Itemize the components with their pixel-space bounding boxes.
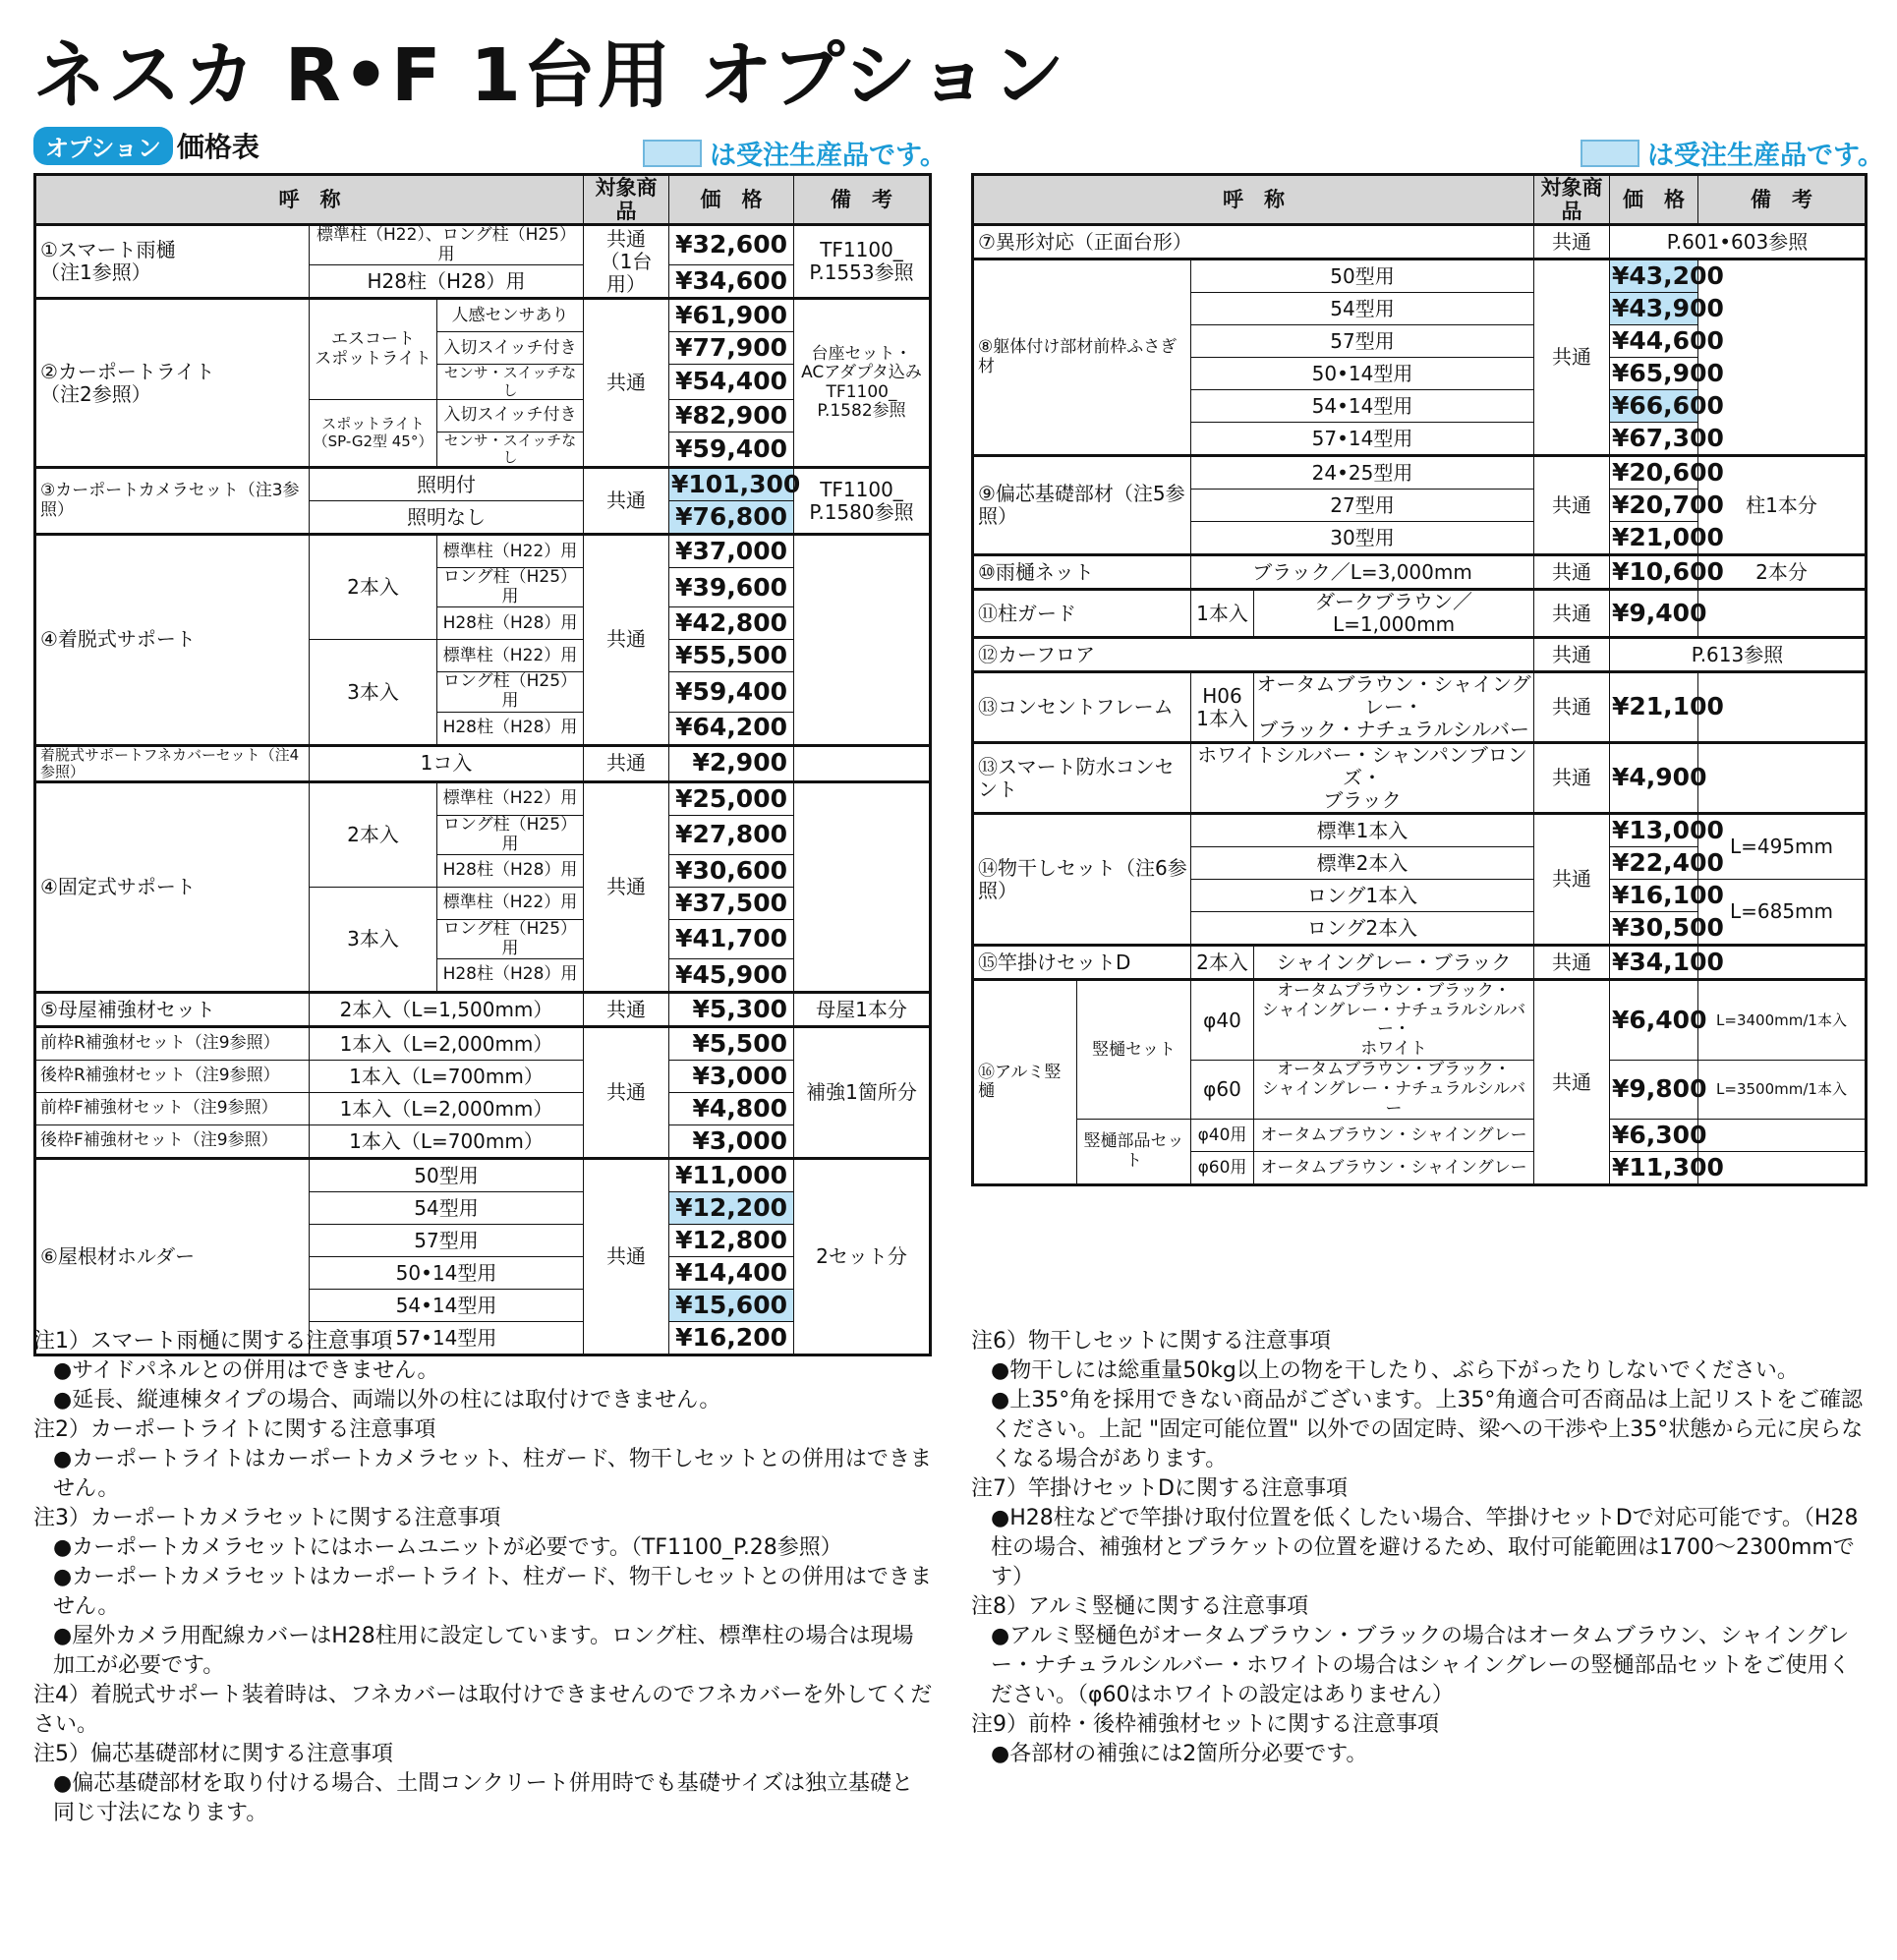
target: 共通 [1534,814,1610,946]
variant: H28柱（H28）用 [310,265,584,299]
group: 1本入 [1191,590,1254,638]
remark-empty [794,745,931,782]
remark-empty [794,782,931,993]
variant: ロング2本入 [1191,912,1534,946]
variant: 27型用 [1191,490,1534,522]
section-heading [33,126,259,165]
variant: H28柱（H28）用 [437,855,584,888]
price: ¥37,500 [669,888,794,920]
price: ¥3,000 [669,1061,794,1093]
variant: 54•14型用 [1191,390,1534,423]
header-remark: 備 考 [1698,175,1867,225]
remark: L=495mm [1698,814,1867,880]
group: 3本入 [310,640,437,745]
variant: 1本入（L=2,000mm） [310,1093,584,1125]
item-name: ④固定式サポート [35,782,310,993]
variant: ホワイトシルバー・シャンパンブロンズ・ ブラック [1191,743,1534,814]
price: ¥10,600 [1610,555,1698,590]
price: ¥6,300 [1610,1120,1698,1152]
variant: 54型用 [310,1192,584,1225]
item-name: ⑮竿掛けセットD [973,946,1191,980]
subgroup: 竪樋部品セット [1077,1120,1191,1185]
variant: 1本入（L=700mm） [310,1125,584,1159]
diameter: φ60 [1191,1061,1254,1120]
variant: ロング柱（H25）用 [437,568,584,607]
target: 共通 [584,1027,669,1159]
variant: ロング柱（H25）用 [437,672,584,712]
note-title: 注8）アルミ竪樋に関する注意事項 [971,1594,1309,1619]
price: ¥22,400 [1610,847,1698,880]
target: 共通 [1534,980,1610,1185]
remark: P.601•603参照 [1610,225,1867,259]
target: 共通 [1534,456,1610,555]
item-name: ⑧躯体付け部材前枠ふさぎ材 [973,259,1191,456]
variant: 標準柱（H22）用 [437,888,584,920]
target: 共通 [1534,946,1610,980]
note-bullet: ●偏芯基礎部材を取り付ける場合、土間コンクリート併用時でも基礎サイズは独立基礎と同じ寸法になります。 [53,1771,913,1825]
remark-empty [1698,1120,1867,1152]
variant: 57•14型用 [310,1322,584,1355]
remark: 柱1本分 [1698,456,1867,555]
variant: H28柱（H28）用 [437,607,584,640]
price: ¥11,000 [669,1159,794,1192]
variant: 57•14型用 [1191,423,1534,456]
variant: ロング1本入 [1191,880,1534,912]
target: 共通 [584,782,669,993]
price: ¥59,400 [669,672,794,712]
variant: オータムブラウン・シャイングレー・ ブラック・ナチュラルシルバー [1254,672,1534,743]
target: 共通 [584,1159,669,1355]
variant: 標準柱（H22）用 [437,535,584,568]
item-name: ①スマート雨樋 （注1参照） [35,225,310,299]
price: ¥42,800 [669,607,794,640]
price: ¥4,900 [1610,743,1698,814]
price: ¥3,000 [669,1125,794,1159]
note-bullet: ●上35°角を採用できない商品がございます。上35°角適合可否商品は上記リストをご確認ください。上記 "固定可能位置" 以外での固定時、梁への干渉や上35°状態から元に戻らなくなる場合があります。 [991,1388,1864,1471]
price: ¥11,300 [1610,1152,1698,1185]
legend-left [643,134,947,172]
price: ¥25,000 [669,782,794,816]
remark: TF1100_ P.1580参照 [794,468,931,535]
price-table-right [971,173,1868,1186]
note-title: 注4）着脱式サポート装着時は、フネカバーは取付けできませんのでフネカバーを外してください。 [33,1683,933,1737]
variant: ブラック／L=3,000mm [1191,555,1534,590]
variant: 57型用 [310,1225,584,1257]
group: 2本入 [1191,946,1254,980]
item-name: ④着脱式サポート [35,535,310,745]
price: ¥82,900 [669,399,794,432]
made-to-order-swatch [643,140,702,167]
variant: センサ・スイッチなし [437,365,584,400]
remark: L=3400mm/1本入 [1698,980,1867,1061]
variant: 照明付 [310,468,584,501]
note-title: 注6）物干しセットに関する注意事項 [971,1329,1331,1354]
target: 共通 [1534,259,1610,456]
target: 共通 [1534,743,1610,814]
price: ¥64,200 [669,712,794,745]
remark: 2本分 [1698,555,1867,590]
variant: 54•14型用 [310,1290,584,1322]
price-made-to-order: ¥101,300 [669,468,794,501]
remark: TF1100_ P.1553参照 [794,225,931,299]
header-remark: 備 考 [794,175,931,225]
note-title: 注5）偏芯基礎部材に関する注意事項 [33,1742,393,1766]
target: 共通 [1534,590,1610,638]
note-title: 注9）前枠・後枠補強材セットに関する注意事項 [971,1712,1439,1737]
legend-right [1581,134,1884,172]
notes-right [971,1327,1866,1769]
item-name: ⑬コンセントフレーム [973,672,1191,743]
variant: 1本入（L=2,000mm） [310,1027,584,1061]
price: ¥45,900 [669,959,794,993]
legend-text: は受注生産品です。 [1647,141,1884,171]
note-bullet: ●カーポートライトはカーポートカメラセット、柱ガード、物干しセットとの併用はできません。 [53,1447,932,1501]
price-made-to-order: ¥15,600 [669,1290,794,1322]
variant: 入切スイッチ付き [437,332,584,365]
header-target: 対象商品 [1534,175,1610,225]
price-made-to-order: ¥43,200 [1610,259,1698,293]
price: ¥14,400 [669,1257,794,1290]
price-made-to-order: ¥76,800 [669,501,794,535]
target: 共通 [584,299,669,468]
item-name: ⑭物干しセット（注6参照） [973,814,1191,946]
price: ¥30,500 [1610,912,1698,946]
price: ¥41,700 [669,920,794,959]
diameter: φ40用 [1191,1120,1254,1152]
variant: 57型用 [1191,325,1534,358]
note-bullet: ●屋外カメラ用配線カバーはH28柱用に設定しています。ロング柱、標準柱の場合は現場加工が必要です。 [53,1624,914,1678]
price: ¥27,800 [669,816,794,855]
item-name: ⑦異形対応（正面台形） [973,225,1534,259]
target: 共通 [584,745,669,782]
price: ¥37,000 [669,535,794,568]
target: 共通 [1534,225,1610,259]
item-name: 着脱式サポートフネカバーセット（注4参照） [35,745,310,782]
item-name: ⑯アルミ竪樋 [973,980,1077,1185]
target: 共通 [1534,555,1610,590]
variant: センサ・スイッチなし [437,432,584,468]
item-name: ③カーポートカメラセット（注3参照） [35,468,310,535]
group: 2本入 [310,535,437,640]
variant: 1コ入 [310,745,584,782]
group: 2本入 [310,782,437,888]
price: ¥59,400 [669,432,794,468]
variant: シャイングレー・ブラック [1254,946,1534,980]
variant: 50型用 [310,1159,584,1192]
price: ¥61,900 [669,299,794,332]
price: ¥55,500 [669,640,794,672]
note-bullet: ●アルミ竪樋色がオータムブラウン・ブラックの場合はオータムブラウン、シャイングレー・ナチュラルシルバー・ホワイトの場合はシャイングレーの竪樋部品セットをご使用ください。（φ60はホワイトの設定はありません） [991,1624,1851,1707]
item-name: ⑬スマート防水コンセント [973,743,1191,814]
colors: オータムブラウン・ブラック・ シャイングレー・ナチュラルシルバー・ ホワイト [1254,980,1534,1061]
remark-empty [794,535,931,745]
price: ¥5,300 [669,993,794,1027]
price: ¥4,800 [669,1093,794,1125]
price: ¥65,900 [1610,358,1698,390]
price: ¥21,000 [1610,522,1698,555]
price: ¥54,400 [669,365,794,400]
variant: 50•14型用 [310,1257,584,1290]
remark-empty [1698,743,1867,814]
variant: 入切スイッチ付き [437,399,584,432]
price: ¥77,900 [669,332,794,365]
target: 共通 （1台用） [584,225,669,299]
remark: 母屋1本分 [794,993,931,1027]
variant: 標準2本入 [1191,847,1534,880]
variant: 50•14型用 [1191,358,1534,390]
variant: 人感センサあり [437,299,584,332]
target: 共通 [584,535,669,745]
made-to-order-swatch [1581,140,1639,167]
target: 共通 [584,468,669,535]
variant: 24•25型用 [1191,456,1534,490]
variant: 54型用 [1191,293,1534,325]
group: 3本入 [310,888,437,993]
note-bullet: ●各部材の補強には2箇所分必要です。 [991,1742,1368,1766]
price: ¥9,400 [1610,590,1698,638]
price: ¥67,300 [1610,423,1698,456]
variant: ロング柱（H25）用 [437,816,584,855]
price: ¥32,600 [669,225,794,265]
remark: L=685mm [1698,880,1867,946]
price: ¥16,100 [1610,880,1698,912]
colors: オータムブラウン・シャイングレー [1254,1120,1534,1152]
target: 共通 [1534,672,1610,743]
item-name: ⑪柱ガード [973,590,1191,638]
price: ¥34,100 [1610,946,1698,980]
variant: 30型用 [1191,522,1534,555]
price: ¥34,600 [669,265,794,299]
section-title: 価格表 [176,131,259,163]
note-bullet: ●カーポートカメラセットはカーポートライト、柱ガード、物干しセットとの併用はできません。 [53,1565,932,1619]
price-made-to-order: ¥66,600 [1610,390,1698,423]
price: ¥5,500 [669,1027,794,1061]
note-bullet: ●物干しには総重量50kg以上の物を干したり、ぶら下がったりしないでください。 [991,1358,1799,1383]
item-name: 前枠F補強材セット（注9参照） [35,1093,310,1125]
note-title: 注1）スマート雨樋に関する注意事項 [33,1329,393,1354]
note-bullet: ●延長、縦連棟タイプの場合、両端以外の柱には取付けできません。 [53,1388,721,1412]
variant: H28柱（H28）用 [437,712,584,745]
header-target: 対象商品 [584,175,669,225]
variant: 標準1本入 [1191,814,1534,847]
price: ¥21,100 [1610,672,1698,743]
legend-text: は受注生産品です。 [710,141,947,171]
item-name: 前枠R補強材セット（注9参照） [35,1027,310,1061]
notes-left [33,1327,934,1828]
price: ¥30,600 [669,855,794,888]
diameter: φ60用 [1191,1152,1254,1185]
price-table-left [33,173,932,1356]
remark: 2セット分 [794,1159,931,1355]
header-price: 価 格 [1610,175,1698,225]
price-made-to-order: ¥43,900 [1610,293,1698,325]
remark: 補強1箇所分 [794,1027,931,1159]
item-name: ⑥屋根材ホルダー [35,1159,310,1355]
variant: 照明なし [310,501,584,535]
header-price: 価 格 [669,175,794,225]
item-name: ⑩雨樋ネット [973,555,1191,590]
variant: H28柱（H28）用 [437,959,584,993]
variant: 標準柱（H22）用 [437,782,584,816]
group: エスコート スポットライト [310,299,437,400]
note-bullet: ●H28柱などで竿掛け取付位置を低くしたい場合、竿掛けセットDで対応可能です。（H28柱の場合、補強材とブラケットの位置を避けるため、取付可能範囲は1700〜2300mmです） [991,1506,1859,1589]
remark: P.613参照 [1610,638,1867,672]
variant: ロング柱（H25）用 [437,920,584,959]
variant: 標準柱（H22）用 [437,640,584,672]
note-bullet: ●カーポートカメラセットにはホームユニットが必要です。（TF1100_P.28参照） [53,1535,842,1560]
item-name: ⑨偏芯基礎部材（注5参照） [973,456,1191,555]
subgroup: 竪樋セット [1077,980,1191,1120]
variant: 50型用 [1191,259,1534,293]
price: ¥9,800 [1610,1061,1698,1120]
price: ¥16,200 [669,1322,794,1355]
item-name: ⑤母屋補強材セット [35,993,310,1027]
price: ¥12,800 [669,1225,794,1257]
note-bullet: ●サイドパネルとの併用はできません。 [53,1358,439,1383]
price: ¥20,700 [1610,490,1698,522]
item-name: ⑫カーフロア [973,638,1534,672]
header-name: 呼 称 [973,175,1534,225]
item-name: 後枠F補強材セット（注9参照） [35,1125,310,1159]
note-title: 注3）カーポートカメラセットに関する注意事項 [33,1506,501,1530]
remark: L=3500mm/1本入 [1698,1061,1867,1120]
price: ¥20,600 [1610,456,1698,490]
remark-empty [1698,590,1867,638]
group: スポットライト （SP-G2型 45°） [310,399,437,468]
option-badge: オプション [33,127,173,165]
item-name: ②カーポートライト （注2参照） [35,299,310,468]
note-title: 注2）カーポートライトに関する注意事項 [33,1417,436,1442]
item-name: 後枠R補強材セット（注9参照） [35,1061,310,1093]
price: ¥39,600 [669,568,794,607]
target: 共通 [584,993,669,1027]
diameter: φ40 [1191,980,1254,1061]
group: H06 1本入 [1191,672,1254,743]
colors: オータムブラウン・シャイングレー [1254,1152,1534,1185]
note-title: 注7）竿掛けセットDに関する注意事項 [971,1476,1348,1501]
page-title: ネスカ R•F 1台用 オプション [33,33,1066,118]
target: 共通 [1534,638,1610,672]
price: ¥44,600 [1610,325,1698,358]
variant: 1本入（L=700mm） [310,1061,584,1093]
variant: ダークブラウン／L=1,000mm [1254,590,1534,638]
colors: オータムブラウン・ブラック・ シャイングレー・ナチュラルシルバー [1254,1061,1534,1120]
price: ¥6,400 [1610,980,1698,1061]
header-name: 呼 称 [35,175,584,225]
variant: 標準柱（H22）、ロング柱（H25）用 [310,225,584,265]
price-made-to-order: ¥12,200 [669,1192,794,1225]
variant: 2本入（L=1,500mm） [310,993,584,1027]
price: ¥2,900 [669,745,794,782]
price: ¥13,000 [1610,814,1698,847]
remark: 台座セット・ ACアダプタ込み TF1100_ P.1582参照 [794,299,931,468]
